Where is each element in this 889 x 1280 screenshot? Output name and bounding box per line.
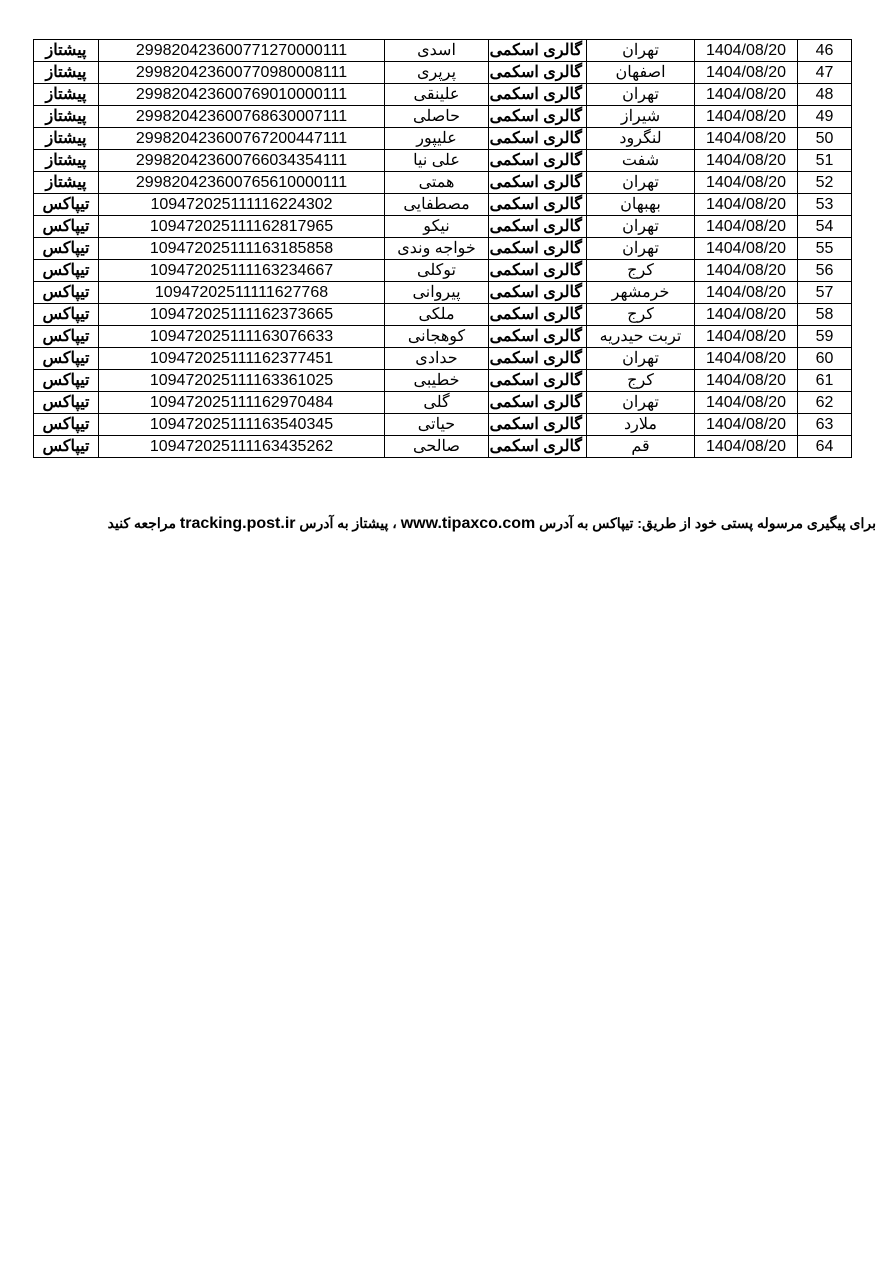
table-row (34, 106, 852, 128)
tracking-code-cell: 10947202511111627768 (99, 282, 385, 304)
row-number-cell: 56 (798, 260, 852, 282)
date-cell: 1404/08/20 (695, 282, 798, 304)
carrier-cell: تیپاکس (34, 370, 99, 392)
post-tracking-url-link[interactable]: tracking.post.ir (179, 515, 296, 532)
shop-name-cell: گالری اسکمی (489, 216, 587, 238)
carrier-cell: تیپاکس (34, 282, 99, 304)
table-row (34, 414, 852, 436)
tracking-code-cell: 109472025111163234667 (99, 260, 385, 282)
tracking-code-cell: 109472025111162817965 (99, 216, 385, 238)
shop-name-cell: گالری اسکمی (489, 436, 587, 458)
shop-name-cell: گالری اسکمی (489, 348, 587, 370)
tracking-code-cell: 299820423600769010000111 (99, 84, 385, 106)
city-cell: بهبهان (587, 194, 695, 216)
row-number-cell: 60 (798, 348, 852, 370)
carrier-cell: پیشتاز (34, 106, 99, 128)
shop-name-cell: گالری اسکمی (489, 40, 587, 62)
city-cell: تهران (587, 392, 695, 414)
recipient-name-cell: پیروانی (385, 282, 489, 304)
city-cell: شفت (587, 150, 695, 172)
table-row (34, 304, 852, 326)
date-cell: 1404/08/20 (695, 84, 798, 106)
date-cell: 1404/08/20 (695, 326, 798, 348)
carrier-cell: پیشتاز (34, 84, 99, 106)
table-row (34, 348, 852, 370)
carrier-cell: تیپاکس (34, 194, 99, 216)
recipient-name-cell: اسدی (385, 40, 489, 62)
carrier-cell: پیشتاز (34, 128, 99, 150)
row-number-cell: 46 (798, 40, 852, 62)
date-cell: 1404/08/20 (695, 62, 798, 84)
recipient-name-cell: صالحی (385, 436, 489, 458)
date-cell: 1404/08/20 (695, 150, 798, 172)
carrier-cell: تیپاکس (34, 238, 99, 260)
city-cell: ملارد (587, 414, 695, 436)
recipient-name-cell: ملکی (385, 304, 489, 326)
carrier-cell: پیشتاز (34, 62, 99, 84)
table-row (34, 216, 852, 238)
recipient-name-cell: کوهجانی (385, 326, 489, 348)
carrier-cell: تیپاکس (34, 436, 99, 458)
tracking-code-cell: 109472025111163185858 (99, 238, 385, 260)
shop-name-cell: گالری اسکمی (489, 194, 587, 216)
tracking-code-cell: 109472025111162970484 (99, 392, 385, 414)
row-number-cell: 55 (798, 238, 852, 260)
tracking-code-cell: 299820423600767200447111 (99, 128, 385, 150)
table-row (34, 84, 852, 106)
shop-name-cell: گالری اسکمی (489, 304, 587, 326)
row-number-cell: 53 (798, 194, 852, 216)
tipax-url-link[interactable]: www.tipaxco.com (400, 515, 536, 532)
shipments-table-body (34, 40, 852, 458)
table-row (34, 172, 852, 194)
shipments-table (33, 39, 852, 458)
city-cell: تهران (587, 40, 695, 62)
footer-text-part1: برای پیگیری مرسوله پستی خود از طریق: تیپاکس به آدرس (539, 515, 876, 531)
tracking-code-cell: 109472025111162373665 (99, 304, 385, 326)
carrier-cell: پیشتاز (34, 40, 99, 62)
city-cell: کرج (587, 260, 695, 282)
table-row (34, 436, 852, 458)
recipient-name-cell: همتی (385, 172, 489, 194)
row-number-cell: 48 (798, 84, 852, 106)
tracking-code-cell: 299820423600766034354111 (99, 150, 385, 172)
row-number-cell: 59 (798, 326, 852, 348)
row-number-cell: 52 (798, 172, 852, 194)
shop-name-cell: گالری اسکمی (489, 282, 587, 304)
row-number-cell: 57 (798, 282, 852, 304)
date-cell: 1404/08/20 (695, 260, 798, 282)
city-cell: لنگرود (587, 128, 695, 150)
date-cell: 1404/08/20 (695, 348, 798, 370)
row-number-cell: 51 (798, 150, 852, 172)
row-number-cell: 63 (798, 414, 852, 436)
recipient-name-cell: مصطفایی (385, 194, 489, 216)
carrier-cell: پیشتاز (34, 150, 99, 172)
row-number-cell: 61 (798, 370, 852, 392)
row-number-cell: 49 (798, 106, 852, 128)
footer-text-part3: مراجعه کنید (107, 515, 177, 531)
tracking-code-cell: 109472025111163435262 (99, 436, 385, 458)
shop-name-cell: گالری اسکمی (489, 128, 587, 150)
city-cell: تهران (587, 172, 695, 194)
carrier-cell: تیپاکس (34, 260, 99, 282)
carrier-cell: پیشتاز (34, 172, 99, 194)
tracking-code-cell: 109472025111116224302 (99, 194, 385, 216)
shop-name-cell: گالری اسکمی (489, 150, 587, 172)
table-row (34, 260, 852, 282)
shop-name-cell: گالری اسکمی (489, 84, 587, 106)
shop-name-cell: گالری اسکمی (489, 260, 587, 282)
tracking-code-cell: 109472025111162377451 (99, 348, 385, 370)
carrier-cell: تیپاکس (34, 414, 99, 436)
table-row (34, 282, 852, 304)
recipient-name-cell: نیکو (385, 216, 489, 238)
tracking-code-cell: 299820423600768630007111 (99, 106, 385, 128)
footer-text-part2: ، پیشتاز به آدرس (299, 515, 397, 531)
table-row (34, 62, 852, 84)
city-cell: کرج (587, 304, 695, 326)
carrier-cell: تیپاکس (34, 216, 99, 238)
table-row (34, 326, 852, 348)
recipient-name-cell: توکلی (385, 260, 489, 282)
recipient-name-cell: خواجه وندی (385, 238, 489, 260)
table-row (34, 40, 852, 62)
city-cell: تهران (587, 84, 695, 106)
date-cell: 1404/08/20 (695, 238, 798, 260)
row-number-cell: 62 (798, 392, 852, 414)
city-cell: قم (587, 436, 695, 458)
city-cell: اصفهان (587, 62, 695, 84)
city-cell: کرج (587, 370, 695, 392)
recipient-name-cell: خطیبی (385, 370, 489, 392)
table-row (34, 194, 852, 216)
city-cell: خرمشهر (587, 282, 695, 304)
tracking-code-cell: 299820423600771270000111 (99, 40, 385, 62)
shop-name-cell: گالری اسکمی (489, 392, 587, 414)
table-row (34, 392, 852, 414)
recipient-name-cell: علیپور (385, 128, 489, 150)
table-row (34, 370, 852, 392)
date-cell: 1404/08/20 (695, 370, 798, 392)
shop-name-cell: گالری اسکمی (489, 326, 587, 348)
carrier-cell: تیپاکس (34, 304, 99, 326)
table-row (34, 238, 852, 260)
date-cell: 1404/08/20 (695, 304, 798, 326)
recipient-name-cell: حاصلی (385, 106, 489, 128)
date-cell: 1404/08/20 (695, 172, 798, 194)
shop-name-cell: گالری اسکمی (489, 172, 587, 194)
tracking-code-cell: 299820423600770980008111 (99, 62, 385, 84)
tracking-code-cell: 109472025111163540345 (99, 414, 385, 436)
row-number-cell: 58 (798, 304, 852, 326)
date-cell: 1404/08/20 (695, 414, 798, 436)
row-number-cell: 47 (798, 62, 852, 84)
carrier-cell: تیپاکس (34, 392, 99, 414)
date-cell: 1404/08/20 (695, 216, 798, 238)
row-number-cell: 54 (798, 216, 852, 238)
shop-name-cell: گالری اسکمی (489, 238, 587, 260)
table-row (34, 128, 852, 150)
city-cell: شیراز (587, 106, 695, 128)
tracking-code-cell: 109472025111163076633 (99, 326, 385, 348)
tracking-code-cell: 109472025111163361025 (99, 370, 385, 392)
row-number-cell: 50 (798, 128, 852, 150)
shop-name-cell: گالری اسکمی (489, 106, 587, 128)
date-cell: 1404/08/20 (695, 194, 798, 216)
table-row (34, 150, 852, 172)
shop-name-cell: گالری اسکمی (489, 62, 587, 84)
carrier-cell: تیپاکس (34, 326, 99, 348)
shop-name-cell: گالری اسکمی (489, 370, 587, 392)
shop-name-cell: گالری اسکمی (489, 414, 587, 436)
date-cell: 1404/08/20 (695, 392, 798, 414)
row-number-cell: 64 (798, 436, 852, 458)
recipient-name-cell: گلی (385, 392, 489, 414)
date-cell: 1404/08/20 (695, 436, 798, 458)
recipient-name-cell: علی نیا (385, 150, 489, 172)
tracking-footer-note (10, 515, 876, 533)
date-cell: 1404/08/20 (695, 106, 798, 128)
recipient-name-cell: علینقی (385, 84, 489, 106)
date-cell: 1404/08/20 (695, 40, 798, 62)
recipient-name-cell: حیاتی (385, 414, 489, 436)
recipient-name-cell: حدادی (385, 348, 489, 370)
tracking-code-cell: 299820423600765610000111 (99, 172, 385, 194)
city-cell: تربت حیدریه (587, 326, 695, 348)
city-cell: تهران (587, 348, 695, 370)
city-cell: تهران (587, 238, 695, 260)
recipient-name-cell: پرپری (385, 62, 489, 84)
date-cell: 1404/08/20 (695, 128, 798, 150)
carrier-cell: تیپاکس (34, 348, 99, 370)
city-cell: تهران (587, 216, 695, 238)
